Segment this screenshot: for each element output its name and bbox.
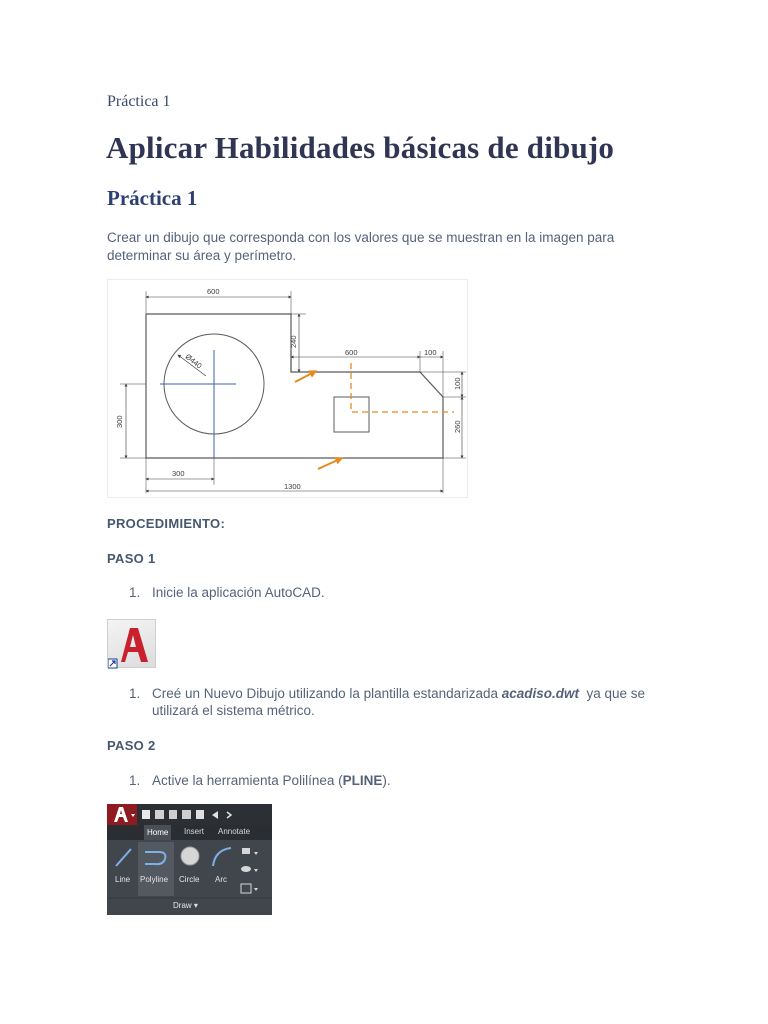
list-number: 1. — [129, 585, 141, 600]
autocad-ribbon — [107, 804, 272, 915]
dim-total-width: 1300 — [284, 482, 301, 491]
list-text — [152, 772, 672, 789]
list-text-after: ya que se utilizará el sistema métrico. — [152, 686, 649, 718]
list-number: 1. — [129, 686, 141, 701]
drawing-svg — [108, 280, 469, 499]
dim-chamfer-width: 100 — [424, 348, 437, 357]
quick-access-toolbar — [107, 804, 272, 825]
command-name: PLINE — [342, 773, 383, 788]
tool-line[interactable]: Line — [115, 875, 131, 884]
draw-panel-label[interactable]: Draw ▾ — [173, 901, 198, 910]
circle-tool-icon — [181, 847, 199, 865]
document-header: Práctica 1 — [107, 93, 171, 110]
tool-polyline[interactable]: Polyline — [140, 875, 169, 884]
paso2-heading: PASO 2 — [107, 738, 156, 753]
dim-step-height: 240 — [289, 335, 298, 348]
small-square — [334, 397, 369, 432]
list-text: Inicie la aplicación AutoCAD. — [152, 585, 325, 600]
template-name: acadiso.dwt — [501, 686, 579, 701]
tab-annotate[interactable]: Annotate — [218, 827, 251, 836]
technical-drawing — [107, 279, 468, 498]
tab-home[interactable]: Home — [144, 825, 171, 840]
procedure-heading: PROCEDIMIENTO: — [107, 516, 226, 531]
list-text-before: Creé un Nuevo Dibujo utilizando la plantilla estandarizada — [152, 686, 502, 701]
list-text — [152, 685, 672, 719]
section-title: Práctica 1 — [107, 186, 198, 210]
intro-paragraph: Crear un dibujo que corresponda con los valores que se muestran en la imagen para determinar su área y perímetro. — [107, 230, 615, 263]
list-number: 1. — [129, 773, 141, 788]
dim-top-width: 600 — [207, 287, 220, 296]
list-item — [129, 772, 689, 790]
dim-mid-width: 600 — [345, 348, 358, 357]
tool-circle[interactable]: Circle — [179, 875, 200, 884]
list-item — [129, 685, 689, 721]
paso1-heading: PASO 1 — [107, 551, 156, 566]
draw-panel — [107, 840, 272, 915]
dim-left-height: 300 — [115, 415, 124, 428]
dim-circle-offset: 300 — [172, 469, 185, 478]
tool-arc[interactable]: Arc — [215, 875, 227, 884]
tab-insert[interactable]: Insert — [184, 827, 205, 836]
list-text-after: ). — [382, 773, 391, 788]
autocad-logo-icon — [107, 619, 156, 668]
ribbon-tabs — [107, 825, 272, 840]
dim-chamfer-height: 100 — [453, 377, 462, 390]
arc-tool-icon — [213, 848, 231, 866]
line-tool-icon — [116, 849, 131, 866]
list-text-before: Active la herramienta Polilínea ( — [152, 773, 343, 788]
list-item — [129, 584, 689, 602]
document-title: Aplicar Habilidades básicas de dibujo — [106, 130, 615, 165]
dim-right-height: 260 — [453, 420, 462, 433]
dim-diameter: Ø440 — [183, 352, 204, 371]
